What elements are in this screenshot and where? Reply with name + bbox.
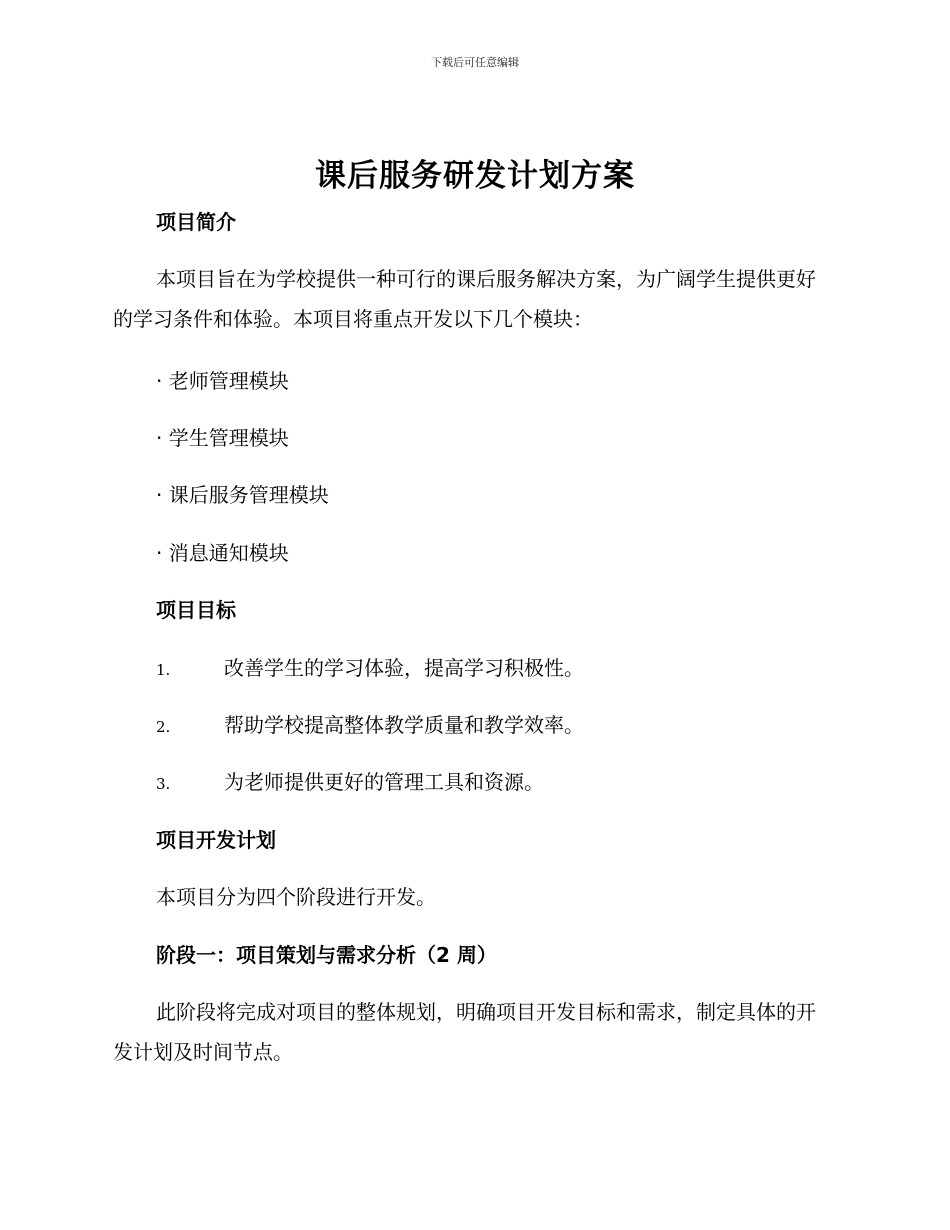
item-number: 3. bbox=[156, 775, 171, 793]
phase1-paragraph: 此阶段将完成对项目的整体规划，明确项目开发目标和需求，制定具体的开发计划及时间节点。 bbox=[113, 1000, 816, 1064]
phase1-heading: 阶段一：项目策划与需求分析（2 周） bbox=[156, 943, 497, 967]
document-title: 课后服务研发计划方案 bbox=[315, 158, 635, 194]
section-heading-intro: 项目简介 bbox=[156, 210, 236, 234]
item-number: 2. bbox=[156, 718, 171, 736]
numbered-item bbox=[156, 768, 836, 798]
bullet-item: · 老师管理模块 bbox=[156, 369, 289, 393]
bullet-item: · 课后服务管理模块 bbox=[156, 483, 329, 507]
intro-paragraph: 本项目旨在为学校提供一种可行的课后服务解决方案，为广阔学生提供更好的学习条件和体验。本项目将重点开发以下几个模块： bbox=[113, 267, 816, 331]
bullet-item: · 学生管理模块 bbox=[156, 426, 289, 450]
header-note: 下载后可任意编辑 bbox=[431, 56, 519, 69]
item-text: 改善学生的学习体验，提高学习积极性。 bbox=[224, 656, 584, 680]
item-text: 为老师提供更好的管理工具和资源。 bbox=[224, 770, 544, 794]
section-heading-plan: 项目开发计划 bbox=[156, 828, 276, 852]
item-number: 1. bbox=[156, 661, 171, 679]
plan-paragraph: 本项目分为四个阶段进行开发。 bbox=[156, 885, 436, 909]
item-text: 帮助学校提高整体教学质量和教学效率。 bbox=[224, 713, 584, 737]
numbered-item bbox=[156, 654, 836, 684]
numbered-item bbox=[156, 711, 836, 741]
bullet-item: · 消息通知模块 bbox=[156, 541, 289, 565]
section-heading-goals: 项目目标 bbox=[156, 598, 236, 622]
